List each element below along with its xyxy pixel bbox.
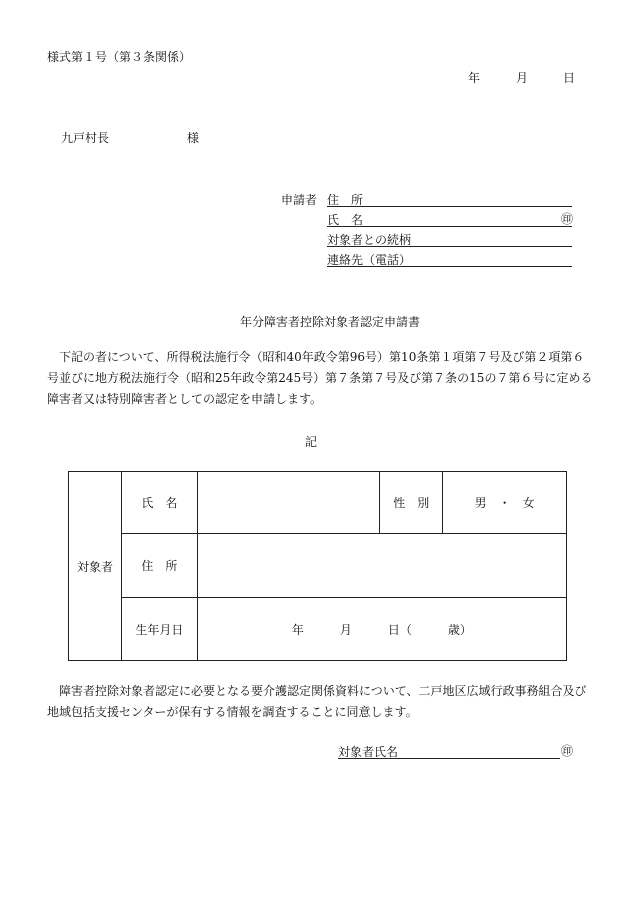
- birthdate-template: 年 月 日（ 歳）: [291, 622, 472, 637]
- address-label-cell: [121, 534, 197, 598]
- subject-label-cell: [69, 472, 122, 661]
- addressee-honorific: 様: [187, 131, 200, 145]
- name-label: 氏 名: [141, 496, 178, 510]
- table-row-address: [69, 534, 567, 598]
- addressee-name: 九戸村長: [61, 131, 110, 145]
- subject-table: [68, 471, 567, 661]
- request-line-2: 号並びに地方税法施行令（昭和25年政令第245号）第７条第７号及び第７条の15の７第６号に定める: [47, 371, 593, 385]
- document-title: 年分障害者控除対象者認定申請書: [240, 315, 421, 329]
- signature-label: 対象者氏名: [338, 745, 399, 759]
- applicant-label: 申請者: [281, 193, 318, 207]
- applicant-relation-label: 対象者との続柄: [327, 233, 412, 247]
- applicant-name-line[interactable]: [327, 226, 572, 227]
- ki-heading: 記: [305, 435, 318, 449]
- signature-seal-mark: ㊞: [561, 744, 574, 758]
- applicant-address-line[interactable]: [327, 206, 572, 207]
- date-day-label: 日: [563, 71, 576, 85]
- birthdate-input-cell[interactable]: [197, 598, 566, 661]
- applicant-relation-line[interactable]: [327, 246, 572, 247]
- table-row-birthdate: [69, 598, 567, 661]
- gender-label: 性 別: [393, 496, 430, 510]
- consent-line-1: 障害者控除対象者認定に必要となる要介護認定関係資料について、二戸地区広域行政事務組合及び: [59, 684, 587, 698]
- date-month-label: 月: [516, 71, 529, 85]
- gender-options-cell[interactable]: [443, 472, 567, 534]
- consent-line-2: 地域包括支援センターが保有する情報を調査することに同意します。: [47, 705, 418, 719]
- birthdate-label-cell: [121, 598, 197, 661]
- name-label-cell: [121, 472, 197, 534]
- address-label: 住 所: [141, 559, 178, 573]
- address-input-cell[interactable]: [197, 534, 566, 598]
- table-row-name: [69, 472, 567, 534]
- applicant-address-label: 住 所: [327, 193, 364, 207]
- applicant-name-label: 氏 名: [327, 213, 364, 227]
- date-year-label: 年: [468, 71, 481, 85]
- gender-options: 男 ・ 女: [474, 496, 535, 510]
- applicant-contact-label: 連絡先（電話）: [327, 253, 412, 267]
- request-line-3: 障害者又は特別障害者としての認定を申請します。: [47, 392, 323, 406]
- form-number: 様式第１号（第３条関係）: [47, 50, 192, 64]
- subject-label: 対象者: [76, 559, 113, 574]
- birthdate-label: 生年月日: [135, 622, 184, 637]
- signature-line[interactable]: [338, 758, 560, 759]
- name-input-cell[interactable]: [197, 472, 380, 534]
- applicant-contact-line[interactable]: [327, 266, 572, 267]
- applicant-seal-mark: ㊞: [561, 212, 574, 226]
- gender-label-cell: [380, 472, 443, 534]
- request-line-1: 下記の者について、所得税法施行令（昭和40年政令第96号）第10条第１項第７号及び第２項第６: [59, 350, 585, 364]
